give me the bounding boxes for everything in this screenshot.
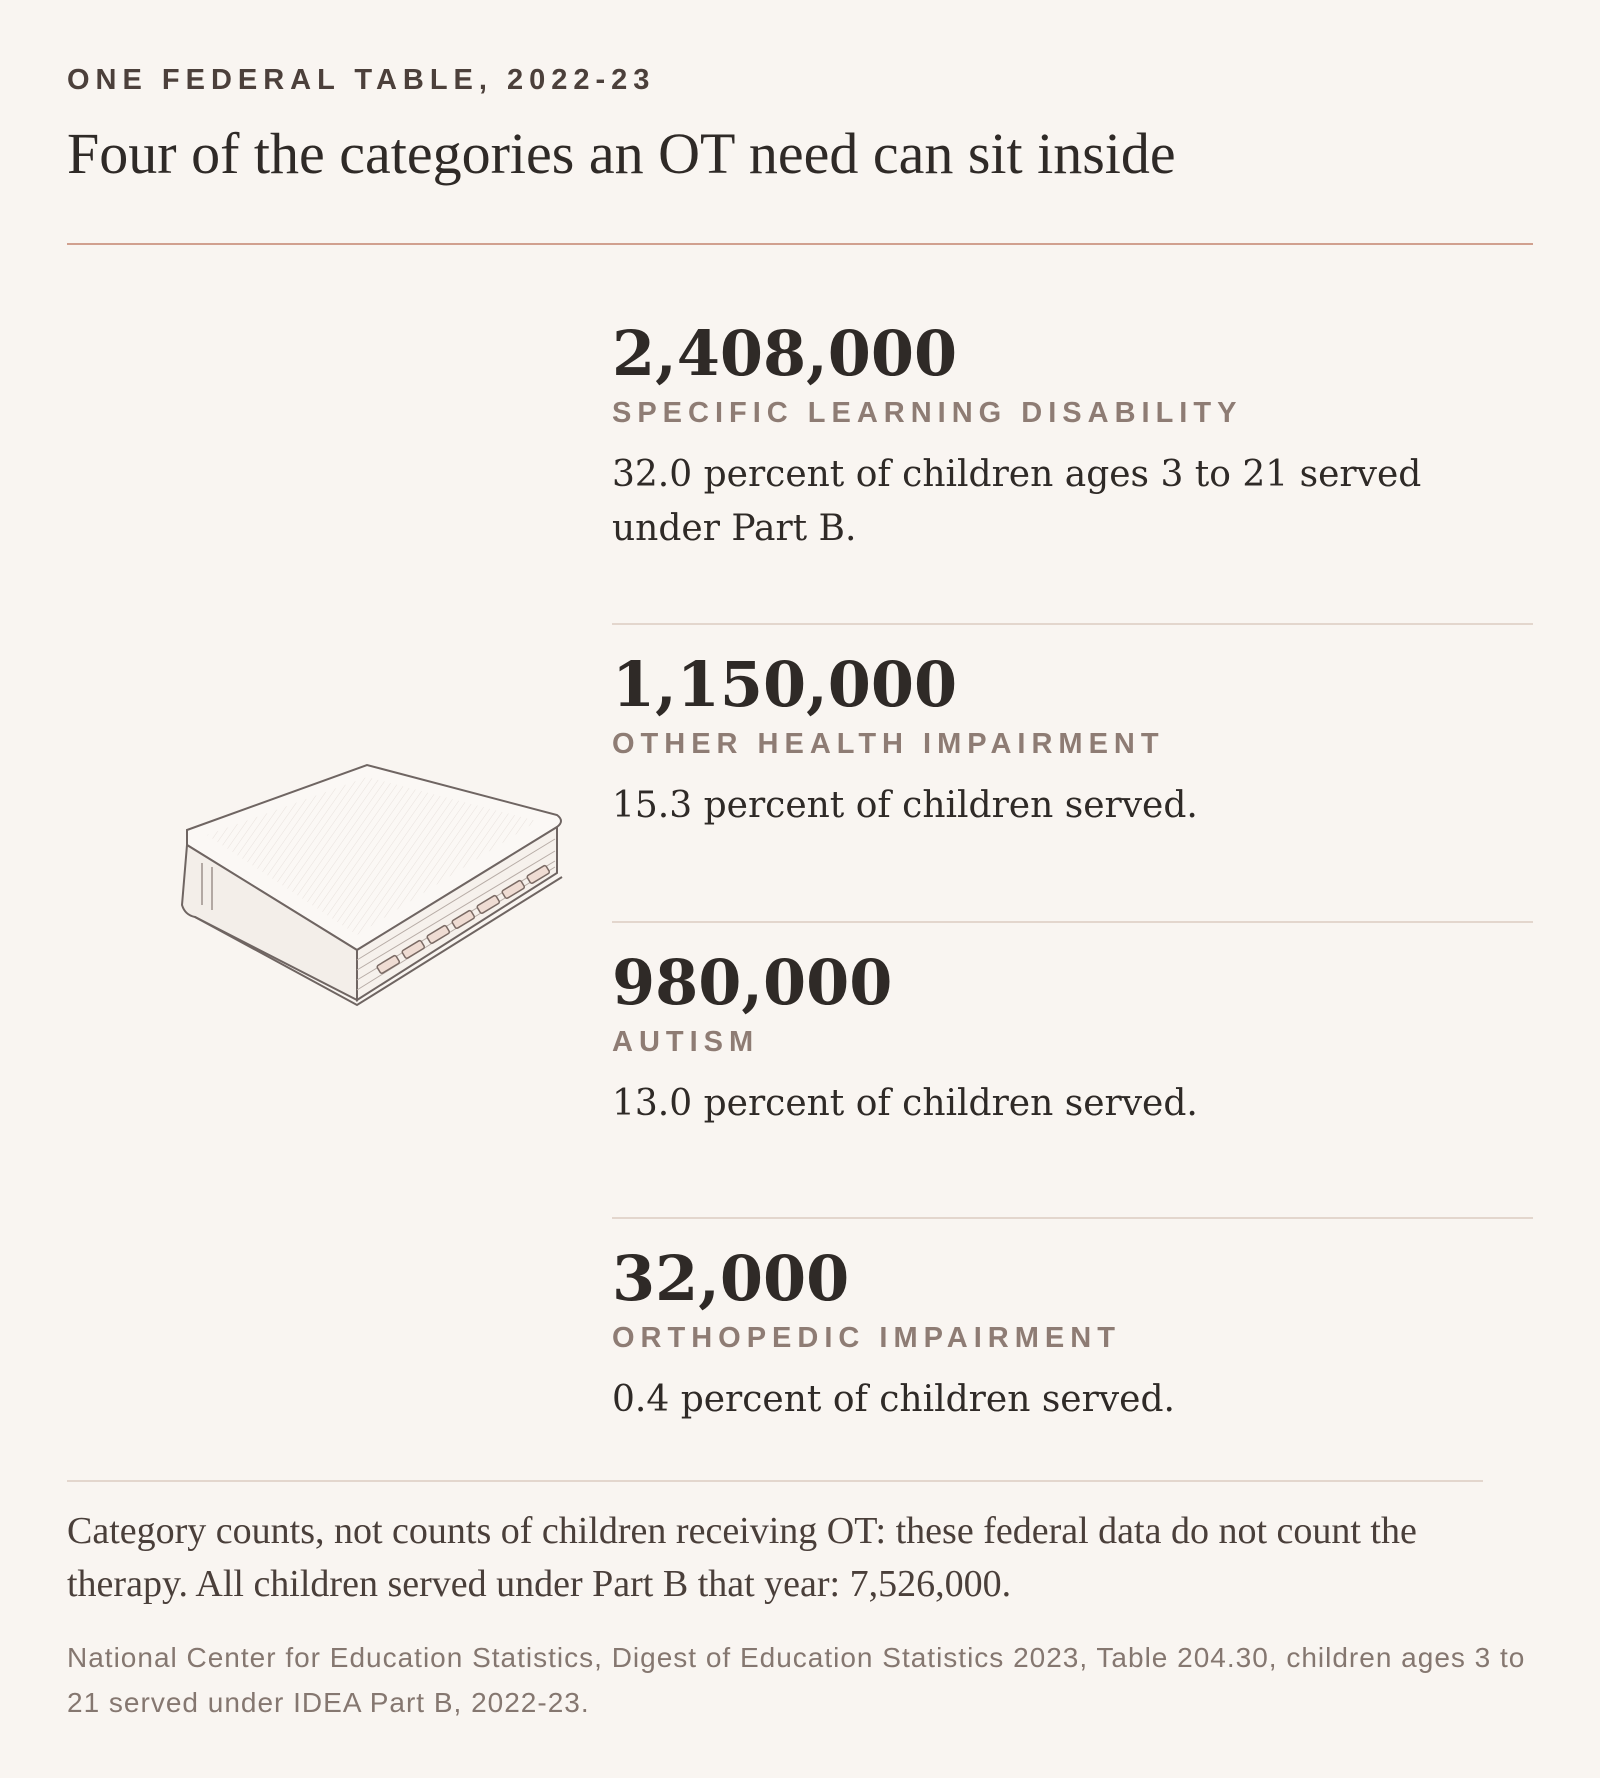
category-count: 980,000: [612, 946, 893, 1019]
category-entry: [612, 648, 1533, 923]
category-name: OTHER HEALTH IMPAIRMENT: [612, 728, 1165, 760]
footer-note: Category counts, not counts of children receiving OT: these federal data do not count the therapy. All children served under Part B that year: 7,526,000.: [67, 1510, 1417, 1605]
category-description: 0.4 percent of children served.: [612, 1379, 1175, 1420]
category-description: 13.0 percent of children served.: [612, 1083, 1198, 1124]
page-title: Four of the categories an OT need can sit inside: [67, 121, 1176, 186]
category-entry: [612, 1242, 1533, 1445]
category-name: AUTISM: [612, 1026, 760, 1058]
category-list: [612, 317, 1533, 1445]
title-divider: [67, 243, 1533, 245]
category-count: 1,150,000: [612, 648, 958, 721]
category-entry: [612, 317, 1533, 625]
source-citation: National Center for Education Statistics, Digest of Education Statistics 2023, Table 204.30, children ages 3 to 21 served under IDEA Part B, 2022-23.: [67, 1642, 1526, 1718]
category-description: 15.3 percent of children served.: [612, 785, 1198, 826]
category-count: 32,000: [612, 1242, 850, 1315]
category-entry: [612, 946, 1533, 1219]
category-count: 2,408,000: [612, 317, 958, 390]
category-description: 32.0 percent of children ages 3 to 21 served under Part B.: [612, 454, 1422, 549]
footer-divider: [67, 1480, 1483, 1482]
kicker: ONE FEDERAL TABLE, 2022-23: [67, 64, 656, 96]
page: [67, 0, 1533, 1778]
category-name: ORTHOPEDIC IMPAIRMENT: [612, 1322, 1121, 1354]
binder-icon: [117, 755, 577, 1035]
category-name: SPECIFIC LEARNING DISABILITY: [612, 397, 1243, 429]
